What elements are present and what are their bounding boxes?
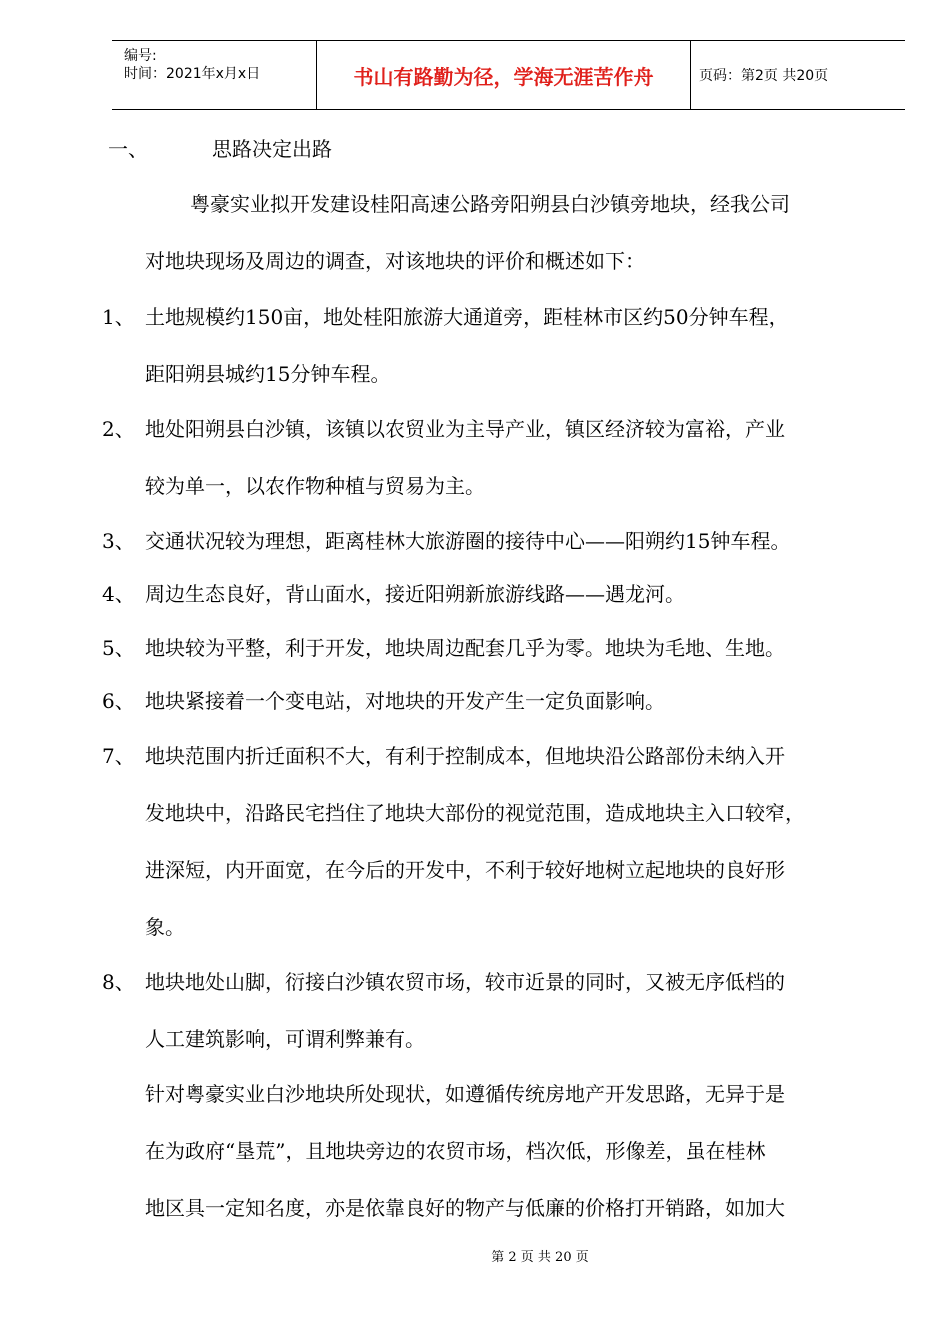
header-motto-cell <box>317 41 691 109</box>
serial-label: 编号: <box>124 48 157 64</box>
item-line: 土地规模约150亩，地处桂阳旅游大通道旁，距桂林市区约50分钟车程， <box>145 305 789 329</box>
page-footer <box>0 1246 950 1265</box>
item-number: 2、 <box>102 417 135 441</box>
item-line: 象。 <box>145 915 185 939</box>
item-number: 6、 <box>102 689 135 713</box>
item-line: 交通状况较为理想，距离桂林大旅游圈的接待中心——阳朔约15钟车程。 <box>145 529 791 553</box>
item-line: 地处阳朔县白沙镇，该镇以农贸业为主导产业，镇区经济较为富裕，产业 <box>145 417 785 441</box>
item-number: 8、 <box>102 970 135 994</box>
item-line: 地块较为平整，利于开发，地块周边配套几乎为零。地块为毛地、生地。 <box>145 636 785 660</box>
closing-line: 在为政府“垦荒”，且地块旁边的农贸市场，档次低，形像差，虽在桂林 <box>145 1139 766 1163</box>
item-line: 地块地处山脚，衍接白沙镇农贸市场，较市近景的同时，又被无序低档的 <box>145 970 785 994</box>
heading-number: 一、 <box>108 137 148 161</box>
item-line: 进深短，内开面宽，在今后的开发中，不利于较好地树立起地块的良好形 <box>145 858 785 882</box>
motto-text: 书山有路勤为径，学海无涯苦作舟 <box>353 64 654 89</box>
item-line: 发地块中，沿路民宅挡住了地块大部份的视觉范围，造成地块主入口较窄， <box>145 801 805 825</box>
item-line: 距阳朔县城约15分钟车程。 <box>145 362 391 386</box>
item-number: 5、 <box>102 636 135 660</box>
item-line: 较为单一，以农作物种植与贸易为主。 <box>145 474 485 498</box>
time-label: 时间：2021年x月x日 <box>124 66 261 82</box>
intro-line: 对地块现场及周边的调查，对该地块的评价和概述如下： <box>145 249 645 273</box>
item-line: 人工建筑影响，可谓利弊兼有。 <box>145 1027 425 1051</box>
document-header <box>112 40 905 110</box>
footer-page-number: 第 2 页 共 20 页 <box>491 1250 589 1265</box>
closing-line: 地区具一定知名度，亦是依靠良好的物产与低廉的价格打开销路，如加大 <box>145 1196 785 1220</box>
heading-title: 思路决定出路 <box>212 137 332 161</box>
item-number: 4、 <box>102 582 135 606</box>
page-info: 页码：第2页 共20页 <box>699 68 829 84</box>
item-line: 地块紧接着一个变电站，对地块的开发产生一定负面影响。 <box>145 689 665 713</box>
item-number: 3、 <box>102 529 135 553</box>
intro-line: 粤豪实业拟开发建设桂阳高速公路旁阳朔县白沙镇旁地块，经我公司 <box>190 192 790 216</box>
item-line: 地块范围内折迁面积不大，有利于控制成本，但地块沿公路部份未纳入开 <box>145 744 785 768</box>
item-number: 7、 <box>102 744 135 768</box>
header-meta-cell <box>112 41 317 109</box>
closing-line: 针对粤豪实业白沙地块所处现状，如遵循传统房地产开发思路，无异于是 <box>145 1082 785 1106</box>
item-line: 周边生态良好，背山面水，接近阳朔新旅游线路——遇龙河。 <box>145 582 685 606</box>
item-number: 1、 <box>102 305 135 329</box>
